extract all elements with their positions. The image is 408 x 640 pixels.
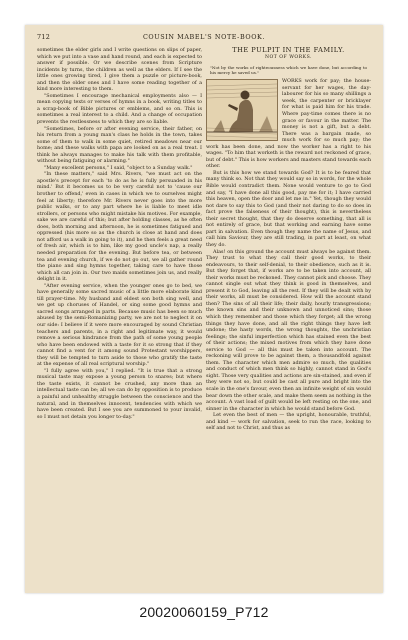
left-paragraph: sometimes the elder girls and I write questions on slips of paper, which we put into a vase and hand round, and each is expected to answer if possible. Or we describe scenes from Scripture incidents by turns, the children as well as the elders. If I see the little ones growing tired, I give them a puzzle or picture-book, and then the older ones and I have some reading together of a kind more interesting to them. <box>37 47 202 93</box>
left-paragraph: "Many excellent persons," I said, "object to a Sunday walk." <box>44 164 193 171</box>
left-paragraph: "Sometimes, before or after evening service, their father, on his return from a young man's class he holds in the town, takes some of them to walk in some quiet, retired meadows near our home; and these walks with papa are looked on as a real treat. I think he always manages to make his talk with them profitable, without being fatiguing or alarming." <box>37 125 202 165</box>
article-subtitle: NOT OF WORKS. <box>264 54 313 60</box>
engraving-kneeling-figure-icon <box>207 80 277 140</box>
right-paragraph: WORKS work for pay; the house-servant for her wages, the day-labourer for his so many shillings a week, the carpenter or bricklayer for what is paid him for his trade. Where pay-time comes there is no grace or favour in the matter. The money is not a gift, but a debt. There was a bargain made, so much work for so much pay; the work has been done, and now the worker has a right to his wages. "To him that worketh is the reward not reckoned of grace, but of debt." This is how workers and masters stand towards each other. <box>206 78 371 170</box>
left-paragraph: "I fully agree with you," I replied. "It is true that a strong musical taste may expose a young person to snares; but where the taste exists, it cannot be crushed, any more than an intellectual taste can be; all we can do by opposition is to produce a painful and unhealthy struggle between the conscience and the natural, and in themselves innocent, tendencies with which we have been created. But I see you are summoned to your invalid, so I must not detain you longer to-day." <box>37 367 202 420</box>
epigraph: "Not by the works of righteousness which we have done, but according to his mercy he saved us." <box>210 65 367 76</box>
left-column <box>37 47 202 420</box>
article-title: THE PULPIT IN THE FAMILY. <box>232 46 345 54</box>
running-title: COUSIN MABEL'S NOTE-BOOK. <box>142 33 266 41</box>
book-page <box>25 25 383 593</box>
page-header <box>37 33 371 43</box>
right-column <box>206 47 371 432</box>
right-paragraph: Alas! on this ground the account must always be against them. They trust to what they call their good works, to their endeavours, to their self-denial, to their obedience, such as it is. But they forget that, if works are to be taken into account, all their works must be reckoned. They cannot pick and choose. They cannot single out what they think is good in themselves, and present it to God, leaving all the rest. If they will be dealt with by their works, all must be considered. How will the account stand then? The sins of all their life; their daily, hourly transgressions; the known sins and their unknown and unnoticed sins; those which they remember and those which they forget; all the wrong things they have done, and all the right things they have left undone; the hasty words, the wrong thoughts, the unchristian feelings; the sinful imperfection which has stained even the best of their actions; the mixed motives from which they have done service to God — all this must be taken into account. The reckoning will prove to be against them, a thousandfold against them. The character which men admire so much, the qualities and conduct of which men think so highly, cannot stand in God's sight. Those very qualities and actions are sin-stained, and even if they were not so, but could be cast all pure and bright into the scale in the one's favour, even then an infinite weight of sin would bear down the other scale, and make them seem as nothing in the account. A vast load of guilt would be left resting on the one, and sinner in the character in which he would stand before God. <box>206 248 371 412</box>
left-paragraph: "Sometimes I encourage mechanical employments also — I mean copying texts or verses of hymns in a book, writing titles to a scrap-book of Bible pictures or emblems, and so on. This is sometimes a real interest to a child. And a change of occupation prevents the restlessness to which they are so liable. <box>37 92 202 126</box>
left-paragraph: "In these matters," said Mrs. Rivers, "we must act on the apostle's precept for each 'to do as he is fully persuaded in his mind.' But it becomes us to be very careful not to 'cause our brother to offend,' even in cases in which we to ourselves might feel at liberty; therefore Mr. Rivers never goes into the more public walks, or to any part where he is liable to meet idle strollers, or persons who might mistake his motives. For example, sake we are careful of this; but after holding classes, as he often does, both morning and afternoon, he is sometimes fatigued and oppressed (his more so as the church is close at hand and does not afford us a walk in going to it), and he then feels a great need of fresh air, which is to him, like my good uncle's nap, a really needed preparation for the evening. But before tea, or between tea and evening church, if we do not go out, we all gather round the piano and sing hymns together, taking care to have those which all can join in. Our two maids sometimes join us, and really delight in it. <box>37 171 202 283</box>
right-paragraph: Let even the best of men — the upright, honourable, truthful, and kind — work for salvation, seek to run the race, looking to self and not to Christ, and thus as <box>206 412 371 432</box>
engraving-illustration <box>206 79 278 141</box>
scan-identifier: 20020060159_P712 <box>139 604 269 620</box>
right-paragraph: But is this how we stand towards God? It is to be feared that many think so. Not that they would say so in words, for the whole Bible would contradict them. None would venture to go to God and say, "I have done all this good, pay me for it; I have carried this heaven, open the door and let me in." Yet, though they would not dare to say this to God (and their not daring to do so does in fact prove the falseness of their thought), this is nevertheless their secret thought, that they do deserve something, that all is not entirely of grace, but that working and earning have some part in salvation. Even though they name the name of Jesus, and call him Saviour, they are still trading, in part at least, on what they do. <box>206 169 371 248</box>
page-number: 712 <box>37 33 51 41</box>
left-paragraph: "After evening service, when the younger ones go to bed, we have generally some sacred music of a little more elaborate kind till prayer-time. My husband and eldest son both sing well, and we get up choruses of Handel, or sing some good hymns and sacred songs arranged in parts. Because music has been so much abused by the semi-Romanizing party, we are not to neglect it on our side: I believe if it were more encouraged by sound Christian teachers and parents, in a right and legitimate way, it would remove a serious hindrance from the path of some young people who have been endowed with a taste for it so strong that if they cannot find a vent for it among sound Protestant worshippers, they will be tempted to turn aside to those who gratify the taste at the expense of all real scriptural worship." <box>37 282 202 368</box>
